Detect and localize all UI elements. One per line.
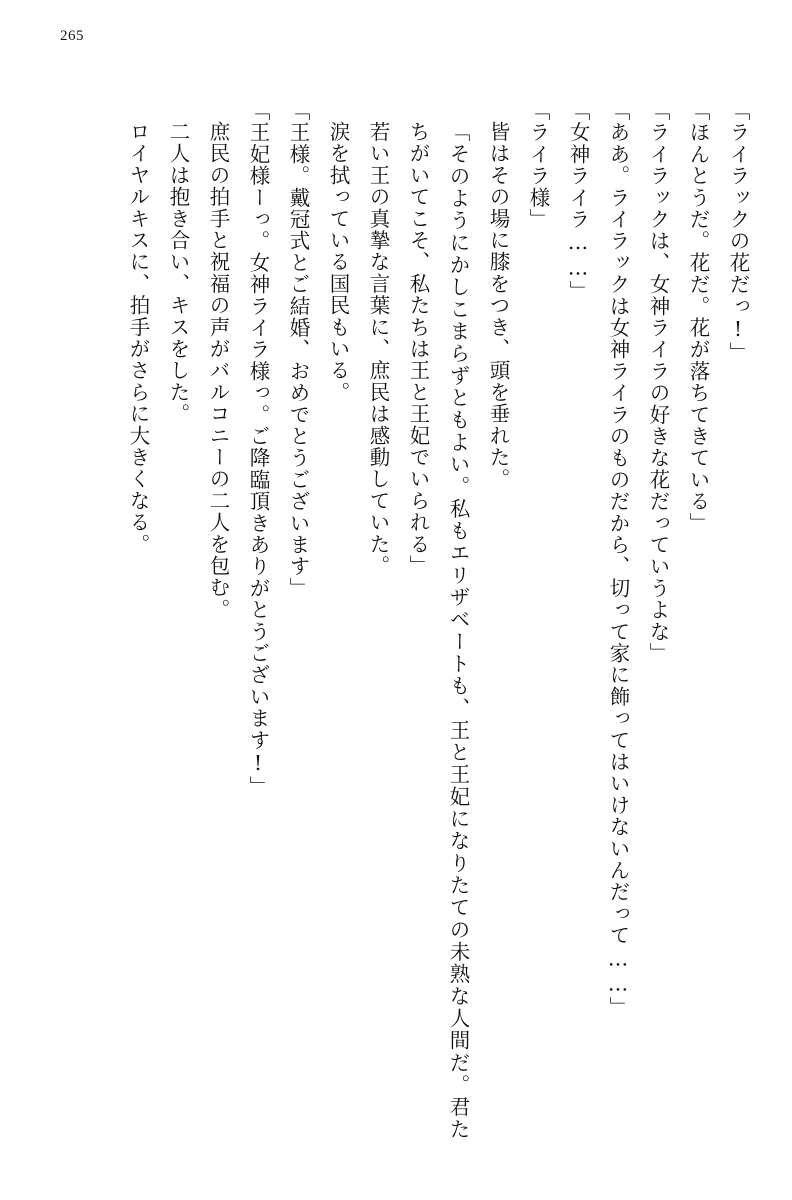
paragraph: 「王様。戴冠式とご結婚、おめでとうございます」 xyxy=(286,100,310,600)
paragraph: 若い王の真摯な言葉に、庶民は感動していた。 xyxy=(366,121,390,577)
paragraph: 二人は抱き合い、キスをした。 xyxy=(166,121,190,425)
paragraph: 「そのようにかしこまらずともよい。私もエリザベートも、王と王妃になりたての未熟な人間だ。君たちがいてこそ、私たちは王と王妃でいられる」 xyxy=(406,121,470,1140)
paragraph: 「ライラ様」 xyxy=(526,100,550,231)
paragraph: 「ライラックは、女神ライラの好きな花だっていうよな」 xyxy=(646,100,670,665)
paragraph: 「ライラックの花だっ!」 xyxy=(726,100,750,364)
paragraph: 「王妃様ーっ。女神ライラ様っ。ご降臨頂きありがとうございます!」 xyxy=(246,100,270,798)
paragraph: 庶民の拍手と祝福の声がバルコニーの二人を包む。 xyxy=(206,121,230,621)
paragraph: 皆はその場に膝をつき、頭を垂れた。 xyxy=(486,121,510,490)
paragraph: ロイヤルキスに、拍手がさらに大きくなる。 xyxy=(126,121,150,555)
page-number: 265 xyxy=(60,28,84,44)
page-body-text xyxy=(34,100,758,1140)
paragraph: 「女神ライラ……」 xyxy=(566,100,590,303)
paragraph: 「ああ。ライラックは女神ライラのものだから、切って家に飾ってはいけないんだって……」 xyxy=(606,100,630,1019)
paragraph: 「ほんとうだ。花だ。花が落ちてきている」 xyxy=(686,100,710,534)
paragraph: 涙を拭っている国民もいる。 xyxy=(326,121,350,404)
